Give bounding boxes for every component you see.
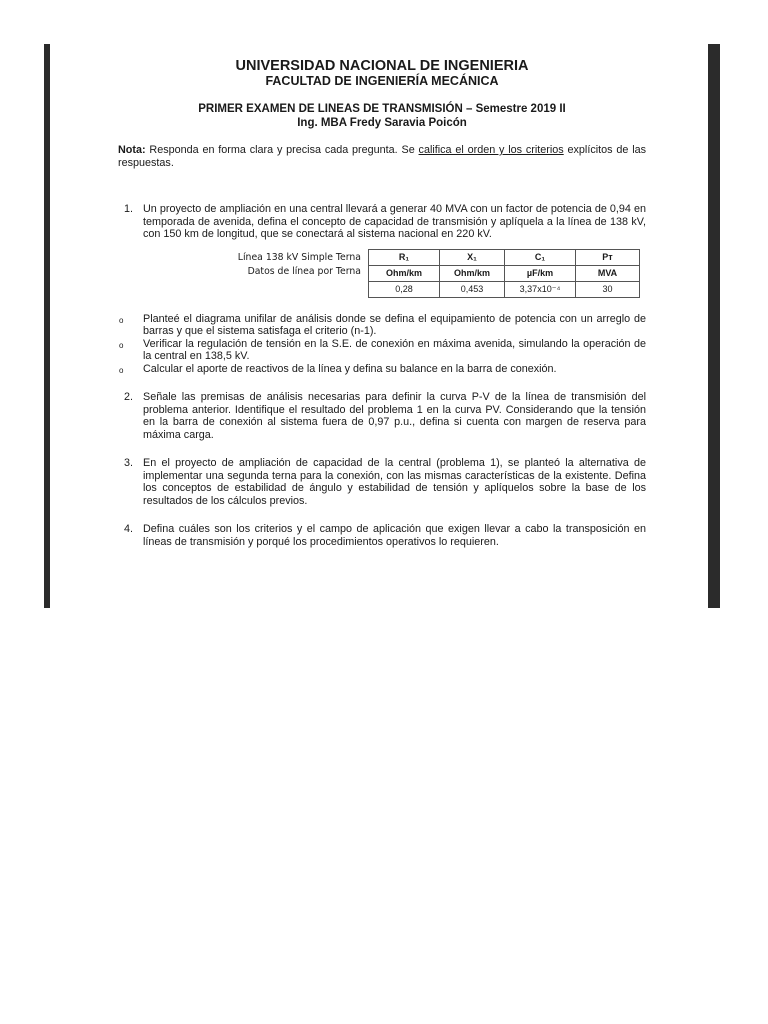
note-label: Nota: (118, 144, 146, 156)
question-text: Un proyecto de ampliación en una central llevará a generar 40 MVA con un factor de potencia de 0,94 en temporada de avenida, defina el concepto de capacidad de transmisión y aplíquela a la línea de 138 kV, con 150 km de longitud, que se conectará al sistema nacional en 220 kV. (143, 203, 646, 240)
table-units-row (369, 265, 640, 281)
scan-border-right (708, 44, 720, 608)
question-2 (118, 391, 646, 441)
caption-line: Datos de línea por Terna (247, 265, 361, 277)
question-number: 3. (124, 457, 134, 469)
question-text: En el proyecto de ampliación de capacidad de la central (problema 1), se planteó la alternativa de implementar una segunda terna para la conexión, con las mismas características de la existente. Defina los conceptos de estabilidad de ángulo y estabilidad de tensión y aplíquelos sobre la base de los resultados de los cálculos previos. (143, 457, 646, 507)
exam-document (118, 58, 646, 548)
table-unit-cell: Ohm/km (440, 265, 505, 281)
question-text: Señale las premisas de análisis necesarias para definir la curva P-V de la línea de transmisión del problema anterior. Identifique el resultado del problema 1 en la curva PV. Considerando que la tensión en la barra de conexión al sistema fuera de 0,97 p.u., defina si cuenta con margen de reserva para máxima carga. (143, 391, 646, 441)
subitem (118, 338, 646, 363)
table-value-cell: 0,453 (440, 281, 505, 297)
note-underlined: califica el orden y los criterios (418, 144, 564, 156)
bullet-marker: o (119, 315, 124, 325)
subitem (118, 313, 646, 338)
table-value-row (369, 281, 640, 297)
exam-title: PRIMER EXAMEN DE LINEAS DE TRANSMISIÓN – Semestre 2019 II (198, 103, 566, 115)
question-number: 4. (124, 523, 134, 535)
table-unit-cell: Ohm/km (369, 265, 440, 281)
table-value-cell: 30 (576, 281, 640, 297)
scan-border-left (44, 44, 50, 608)
subitem (118, 363, 646, 376)
table-unit-cell: µF/km (505, 265, 576, 281)
note-text-end: explícitos de las respuestas. (118, 144, 646, 169)
university-name: UNIVERSIDAD NACIONAL DE INGENIERIA (235, 58, 529, 74)
caption-line: Línea 138 kV Simple Terna (237, 251, 361, 263)
table-caption (146, 251, 361, 279)
table-header-cell: X₁ (440, 249, 505, 265)
table-unit-cell: MVA (576, 265, 640, 281)
bullet-marker: o (119, 365, 124, 375)
note-text: Responda en forma clara y precisa cada pregunta. Se (145, 144, 419, 156)
table-header-cell: Pᴛ (576, 249, 640, 265)
question-number: 1. (124, 203, 134, 215)
professor-name: Ing. MBA Fredy Saravia Poicón (297, 117, 467, 129)
table-value-cell: 0,28 (369, 281, 440, 297)
table-header-row (369, 249, 640, 265)
subitem-text: Calcular el aporte de reactivos de la línea y defina su balance en la barra de conexión. (143, 362, 557, 375)
bullet-marker: o (119, 340, 124, 350)
line-data-block (118, 249, 646, 305)
question-number: 2. (124, 391, 134, 403)
table-header-cell: R₁ (369, 249, 440, 265)
subitem-text: Verificar la regulación de tensión en la S.E. de conexión en máxima avenida, simulando la operación de la central en 138,5 kV. (143, 337, 646, 362)
question-1 (118, 203, 646, 241)
question-text: Defina cuáles son los criterios y el campo de aplicación que exigen llevar a cabo la transposición en líneas de transmisión y porqué los procedimientos operativos lo requieren. (143, 523, 646, 548)
question-3 (118, 457, 646, 507)
line-data-table (368, 249, 640, 298)
table-value-cell: 3,37x10⁻⁴ (505, 281, 576, 297)
faculty-name: FACULTAD DE INGENIERÍA MECÁNICA (265, 74, 499, 88)
table-header-cell: C₁ (505, 249, 576, 265)
note-paragraph (118, 144, 646, 169)
question-4 (118, 523, 646, 548)
subitem-text: Planteé el diagrama unifilar de análisis donde se defina el equipamiento de potencia con un arreglo de barras y que el sistema satisfaga el criterio (n-1). (143, 312, 646, 337)
